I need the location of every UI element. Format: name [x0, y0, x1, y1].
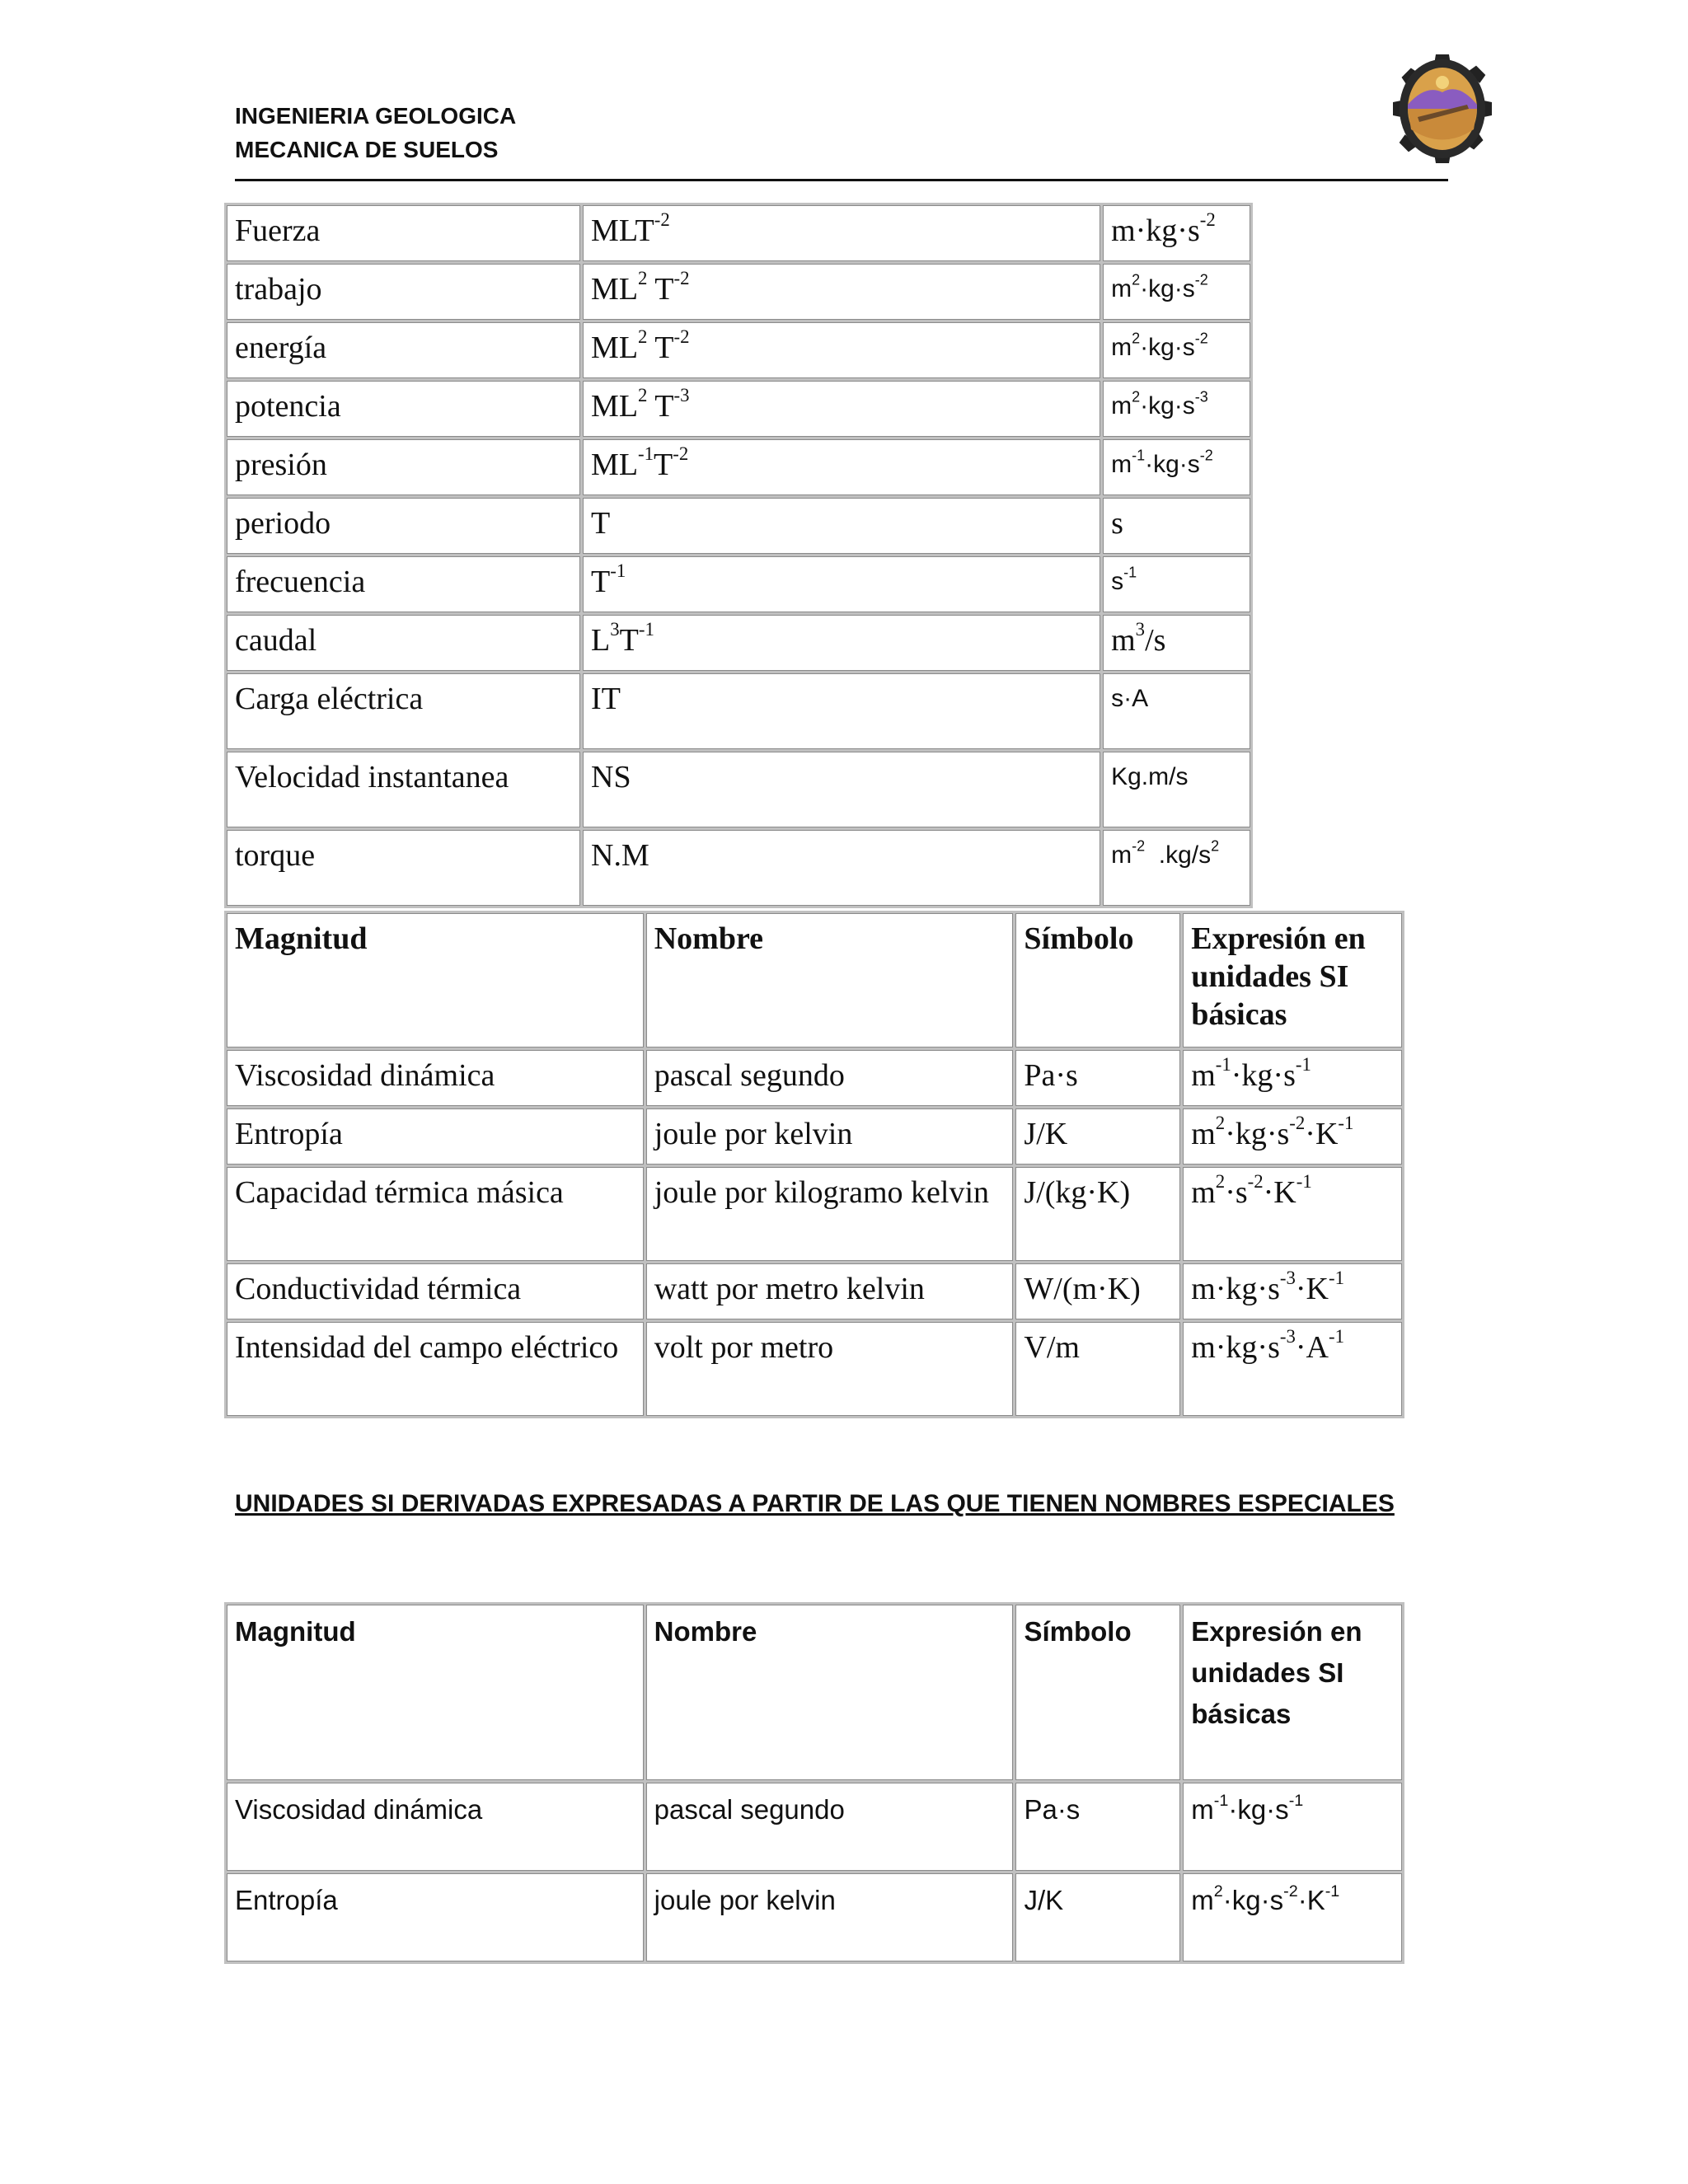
dimension-cell: $L^3T^{-1}$ [582, 614, 1102, 673]
unit-cell: s [1102, 497, 1252, 555]
unit-cell: $m\cdot kg\cdot s^{-2}$ [1102, 204, 1252, 263]
table-row [226, 751, 1252, 829]
magnitud-cell: Capacidad térmica másica [226, 1166, 645, 1263]
derived-units-table [224, 911, 1404, 1418]
table-row [226, 555, 1252, 614]
table-row [226, 204, 1252, 263]
magnitud-cell: Entropía [226, 1872, 645, 1963]
nombre-cell: pascal segundo [645, 1782, 1015, 1872]
expresion-cell: $m\cdot kg\cdot s^{-3}\cdot K^{-1}$ [1182, 1263, 1404, 1321]
table-header-row [226, 912, 1404, 1049]
table-row [226, 1872, 1404, 1963]
header-expresion: Expresión en unidades SI básicas [1182, 912, 1404, 1049]
magnitud-cell: torque [226, 829, 582, 907]
table-header-row [226, 1604, 1404, 1782]
magnitud-cell: frecuencia [226, 555, 582, 614]
table-row [226, 1049, 1404, 1108]
table-row [226, 1108, 1404, 1166]
magnitud-cell: Fuerza [226, 204, 582, 263]
expresion-cell: $m^2\cdot s^{-2}\cdot K^{-1}$ [1182, 1166, 1404, 1263]
nombre-cell: pascal segundo [645, 1049, 1015, 1108]
dimension-cell: $T^{-1}$ [582, 555, 1102, 614]
dimension-cell: $ML^{-1}T^{-2}$ [582, 438, 1102, 497]
nombre-cell: joule por kelvin [645, 1872, 1015, 1963]
table-row [226, 380, 1252, 438]
dimension-cell: $ML^2$ $T^{-3}$ [582, 380, 1102, 438]
dimension-cell: $ML^2$ $T^{-2}$ [582, 263, 1102, 321]
nombre-cell: watt por metro kelvin [645, 1263, 1015, 1321]
unit-cell: $m^2\cdot kg\cdot s^{-2}$ [1102, 321, 1252, 380]
simbolo-cell: J/(kg·K) [1015, 1166, 1182, 1263]
dimension-cell: IT [582, 673, 1102, 751]
header-nombre: Nombre [645, 1604, 1015, 1782]
table-row [226, 673, 1252, 751]
header-line-1: INGENIERIA GEOLOGICA [235, 103, 517, 129]
expresion-cell: $m^2\cdot kg\cdot s^{-2}\cdot K^{-1}$ [1182, 1872, 1404, 1963]
unit-cell: s·A [1102, 673, 1252, 751]
magnitud-cell: Entropía [226, 1108, 645, 1166]
nombre-cell: joule por kilogramo kelvin [645, 1166, 1015, 1263]
magnitud-cell: Viscosidad dinámica [226, 1782, 645, 1872]
unit-cell: $m^2\cdot kg\cdot s^{-3}$ [1102, 380, 1252, 438]
magnitud-cell: periodo [226, 497, 582, 555]
document-header [235, 99, 516, 166]
magnitud-cell: Carga eléctrica [226, 673, 582, 751]
dimension-cell: T [582, 497, 1102, 555]
header-magnitud: Magnitud [226, 1604, 645, 1782]
dimension-cell: NS [582, 751, 1102, 829]
magnitud-cell: presión [226, 438, 582, 497]
magnitud-cell: Conductividad térmica [226, 1263, 645, 1321]
expresion-cell: $m^{-1}\cdot kg\cdot s^{-1}$ [1182, 1049, 1404, 1108]
table-row [226, 497, 1252, 555]
header-magnitud: Magnitud [226, 912, 645, 1049]
header-expresion: Expresión en unidades SI básicas [1182, 1604, 1404, 1782]
unit-cell: $s^{-1}$ [1102, 555, 1252, 614]
simbolo-cell: J/K [1015, 1108, 1182, 1166]
special-names-table [224, 1602, 1404, 1964]
table-row [226, 438, 1252, 497]
expresion-cell: $m^2\cdot kg\cdot s^{-2}\cdot K^{-1}$ [1182, 1108, 1404, 1166]
expresion-cell: $m^{-1}\cdot kg\cdot s^{-1}$ [1182, 1782, 1404, 1872]
section-title: UNIDADES SI DERIVADAS EXPRESADAS A PARTIR DE LAS QUE TIENEN NOMBRES ESPECIALES [235, 1490, 1395, 1517]
magnitud-cell: potencia [226, 380, 582, 438]
expresion-cell: $m\cdot kg\cdot s^{-3}\cdot A^{-1}$ [1182, 1321, 1404, 1418]
simbolo-cell: J/K [1015, 1872, 1182, 1963]
table-row [226, 321, 1252, 380]
simbolo-cell: Pa·s [1015, 1782, 1182, 1872]
magnitud-cell: trabajo [226, 263, 582, 321]
unit-cell: Kg.m/s [1102, 751, 1252, 829]
header-simbolo: Símbolo [1015, 912, 1182, 1049]
header-line-2: MECANICA DE SUELOS [235, 137, 499, 162]
dimension-cell: $MLT^{-2}$ [582, 204, 1102, 263]
university-logo [1393, 51, 1492, 166]
header-divider [235, 179, 1448, 181]
header-simbolo: Símbolo [1015, 1604, 1182, 1782]
dimensions-table [224, 203, 1253, 908]
nombre-cell: joule por kelvin [645, 1108, 1015, 1166]
simbolo-cell: W/(m·K) [1015, 1263, 1182, 1321]
unit-cell: $m^{-1}\cdot kg\cdot s^{-2}$ [1102, 438, 1252, 497]
magnitud-cell: Velocidad instantanea [226, 751, 582, 829]
table-row [226, 829, 1252, 907]
table-row [226, 1782, 1404, 1872]
dimension-cell: N.M [582, 829, 1102, 907]
dimension-cell: $ML^2$ $T^{-2}$ [582, 321, 1102, 380]
table-row [226, 263, 1252, 321]
header-nombre: Nombre [645, 912, 1015, 1049]
magnitud-cell: Viscosidad dinámica [226, 1049, 645, 1108]
table-row [226, 614, 1252, 673]
unit-cell: $m^{-2}$ $.kg/s^2$ [1102, 829, 1252, 907]
magnitud-cell: caudal [226, 614, 582, 673]
table-row [226, 1166, 1404, 1263]
table-row [226, 1321, 1404, 1418]
nombre-cell: volt por metro [645, 1321, 1015, 1418]
table-row [226, 1263, 1404, 1321]
magnitud-cell: Intensidad del campo eléctrico [226, 1321, 645, 1418]
simbolo-cell: V/m [1015, 1321, 1182, 1418]
unit-cell: $m^3/s$ [1102, 614, 1252, 673]
magnitud-cell: energía [226, 321, 582, 380]
unit-cell: $m^2\cdot kg\cdot s^{-2}$ [1102, 263, 1252, 321]
simbolo-cell: Pa·s [1015, 1049, 1182, 1108]
